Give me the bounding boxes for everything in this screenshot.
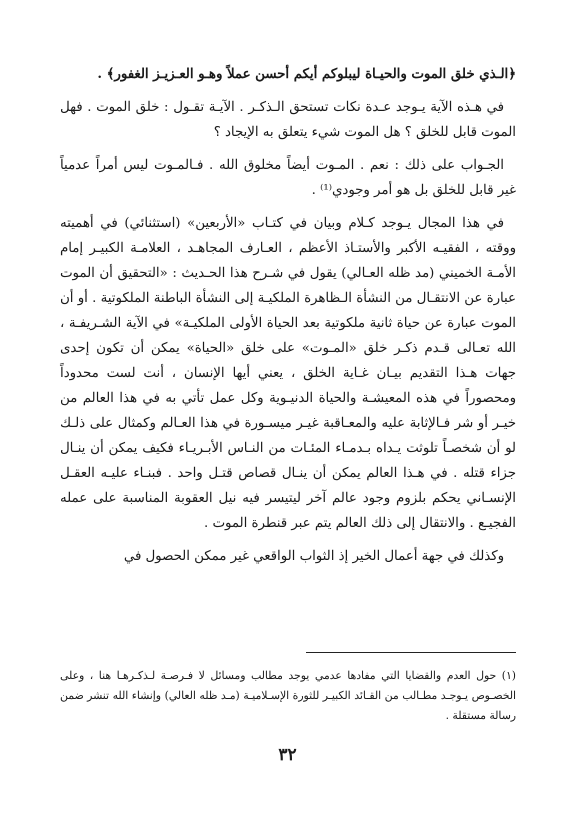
main-text (60, 62, 516, 577)
paragraph-4: وكذلك في جهة أعمال الخير إذ الثواب الواقعي غير ممكن الحصول في (123, 549, 504, 564)
footnote-1: (١) حول العدم والقضايا التي مفادها عدمي يوجد مطالب ومسائل لا فـرصـة لـذكـرهـا هنا ، وعلى الخصـوص يـوجـد مطـالب من القـائد الكبيـر للثورة الإسـلاميـة (مـد ظله العالي) وإنشاء الله تنشر ضمن رسالة مستقلة . (60, 669, 516, 722)
paragraph-1: في هـذه الآية يـوجد عـدة نكات تستحق الـذكـر . الآيـة تقـول : خلق الموت . فهل الموت قابل للخلق ؟ هل الموت شيء يتعلق به الإيجاد ؟ (60, 100, 516, 140)
page-number: ٣٢ (278, 745, 297, 765)
footnote-divider (306, 652, 516, 653)
paragraph-3: في هذا المجال يـوجد كـلام وبيان في كتـاب «الأربعين» (استثنائي) في أهميته ووقته ، الفقيـه الأكبر والأستـاذ الأعظم ، العـارف المجاهـد ، العلامـة الكبيـر إمام الأمـة الخميني (مد ظله العـالي) يقول في شـرح هذا الحـديث : «التحقيق أن الموت عبارة عن الانتقـال من النشأة الـظاهرة الملكيـة إلى النشأة الباطنة الملكوتية . أو أن الموت عبارة عن حياة ثانية ملكوتية بعد الحياة الأولى الملكيـة» في الآية الشـريفـة ، الله تعـالى قـدم ذكـر خلق «المـوت» على خلق «الحياة» يمكن أن تكون إحدى جهات هـذا التقديم بيـان غـاية الخلق ، يعني أيها الإنسان ، أنت لست محدوداً ومحصوراً في هذه المعيشـة والحياة الدنيـوية وكل عمل تأتي به في هذا العالم من خيـر أو شر فـالإثابة عليه والمعـاقبة غيـر ميسـورة في هذا العـالم وكمثال على ذلـك لو أن شخصـاً تلوثت يـداه بـدمـاء المئـات من النـاس الأبـريـاء فكيف يمكن أن ينـال جزاء قتله . في هـذا العالم يمكن أن ينـال قصاص قتـل واحد . فبنـاء عليـه العقـل الإنسـاني يحكم بلزوم وجود عالم آخر ليتيسر فيه نيل العقوبة المناسبة على عمله الفجيـع . والانتقال إلى ذلك العالم يتم عبر قنطرة الموت . (60, 216, 516, 531)
footnotes (60, 666, 516, 726)
paragraph-2: الجـواب على ذلك : نعم . المـوت أيضاً مخلوق الله . فـالمـوت ليس أمراً عدمياً غير قابل للخلق بل هو أمر وجودي⁽¹⁾ . (60, 158, 516, 198)
quran-verse: ﴿الـذي خلق الموت والحيـاة ليبلوكم أيكم أحسن عملاً وهـو العـزيـز الغفور﴾ . (97, 67, 516, 82)
